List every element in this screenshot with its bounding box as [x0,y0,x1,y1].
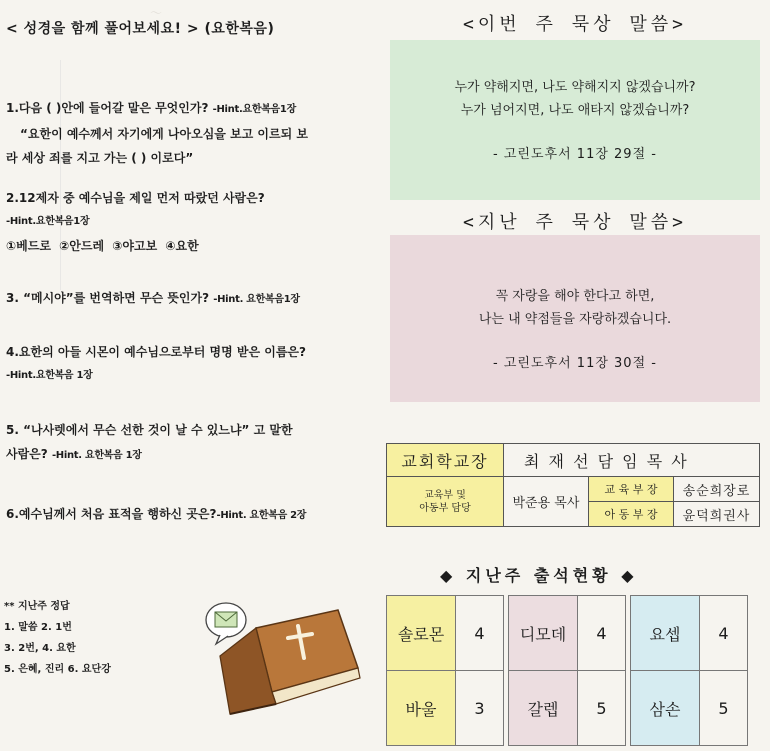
group-name-3: 디모데 [509,596,578,670]
question-2-options: ①베드로 ②안드레 ③야고보 ④요한 [6,239,199,253]
education-head-label: 교 육 부 장 [588,477,673,502]
department-label-line-1: 교육부 및 [424,489,466,501]
attendance-row [509,670,625,745]
question-4-text: 4.요한의 아들 시몬이 예수님으로부터 명명 받은 이름은? [6,345,306,359]
attendance-title: ◆ 지난주 출석현황 ◆ [440,566,638,585]
this-week-verse-reference: - 고린도후서 11장 29절 - [493,147,657,162]
principal-label: 교회학교장 [387,444,504,477]
question-5 [6,418,378,468]
question-1-quote-2: 라 세상 죄를 지고 가는 ( ) 이로다” [6,151,194,165]
attendance-row [631,596,747,670]
group-count-4: 5 [596,698,607,718]
group-name-1: 솔로몬 [387,596,456,670]
attendance-card-2 [508,595,626,746]
group-name-6: 삼손 [631,671,700,745]
group-count-3: 4 [596,623,607,643]
question-2 [6,186,378,258]
children-head-name: 윤덕희권사 [673,502,759,527]
attendance-row [631,670,747,745]
question-1-text: 1.다음 ( )안에 들어갈 말은 무엇인가? [6,101,209,115]
group-count-5: 4 [718,623,729,643]
attendance-row [387,596,503,670]
children-head-label: 아 동 부 장 [588,502,673,527]
answers-title: ** 지난주 정답 [4,601,70,612]
last-week-verse-title: <지난 주 묵상 말씀> [463,212,687,233]
question-3-text: 3. “메시야”를 번역하면 무슨 뜻인가? [6,291,210,305]
last-week-verse-line-1: 꼭 자랑을 해야 한다고 하면, [495,289,655,304]
last-week-verse-line-2: 나는 내 약점들을 자랑하겠습니다. [478,312,672,327]
staff-table [386,443,760,527]
bleed-through-text: ～ [150,6,163,20]
this-week-verse-line-1: 누가 약해지면, 나도 약해지지 않겠습니까? [454,80,696,95]
attendance-row [387,670,503,745]
this-week-verse-box [390,40,760,200]
answers-line-2: 3. 2번, 4. 요한 [4,643,76,654]
this-week-verse-line-2: 누가 넘어지면, 나도 애타지 않겠습니까? [460,103,690,118]
last-week-answers [4,596,111,680]
education-head-name: 송순희장로 [673,477,759,502]
question-4 [6,340,378,388]
attendance-row [509,596,625,670]
bible-with-letter-icon [198,596,366,728]
department-pastor: 박준용 목사 [504,477,589,527]
question-5-text-2: 사람은? [6,447,48,461]
group-name-5: 요셉 [631,596,700,670]
department-label-line-2: 아동부 담당 [419,502,471,514]
question-5-hint: -Hint. 요한복음 1장 [51,450,142,461]
attendance-card-3 [630,595,748,746]
answers-line-1: 1. 말씀 2. 1번 [4,622,72,633]
question-6-text: 6.예수님께서 처음 표적을 행하신 곳은? [6,507,217,521]
question-1-hint: -Hint.요한복음1장 [212,104,296,115]
question-2-text: 2.12제자 중 예수님을 제일 먼저 따랐던 사람은? [6,191,265,205]
attendance-card-1 [386,595,504,746]
principal-name: 최 재 선 담 임 목 사 [504,444,760,477]
question-2-hint: -Hint.요한복음1장 [6,216,90,227]
question-6 [6,502,378,528]
group-count-1: 4 [474,623,485,643]
quiz-heading: < 성경을 함께 풀어보세요! > (요한복음) [6,21,275,37]
question-1-quote-1: “요한이 예수께서 자기에게 나아오심을 보고 이르되 보 [20,127,308,141]
last-week-verse-box [390,235,760,402]
group-name-2: 바울 [387,671,456,745]
question-3-hint: -Hint. 요한복음1장 [213,294,300,305]
question-6-hint: -Hint. 요한복음 2장 [216,510,307,521]
department-label [387,477,504,527]
group-count-6: 5 [718,698,729,718]
question-4-hint: -Hint.요한복음 1장 [6,370,93,381]
this-week-verse-title: <이번 주 묵상 말씀> [463,14,687,35]
last-week-verse-reference: - 고린도후서 11장 30절 - [493,356,657,371]
group-count-2: 3 [474,698,485,718]
group-name-4: 갈렙 [509,671,578,745]
question-1 [6,96,378,170]
question-3 [6,286,378,312]
answers-line-3: 5. 은혜, 진리 6. 요단강 [4,664,111,675]
question-5-text: 5. “나사렛에서 무슨 선한 것이 날 수 있느냐” 고 말한 [6,423,293,437]
